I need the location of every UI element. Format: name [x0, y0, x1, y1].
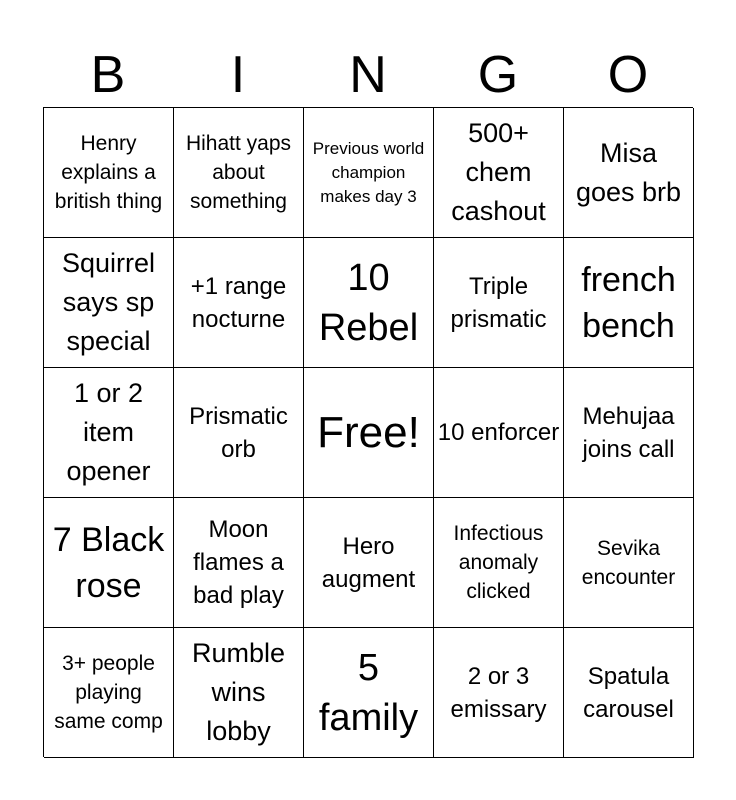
- cell-label: 1 or 2 item opener: [66, 378, 151, 486]
- cell-label: Henry explains a british thing: [54, 132, 163, 213]
- cell-label: 2 or 3 emissary: [450, 662, 547, 723]
- cell-label: +1 range nocturne: [190, 272, 287, 333]
- bingo-cell[interactable]: [434, 368, 564, 498]
- bingo-cell[interactable]: [44, 238, 174, 368]
- cell-label: Spatula carousel: [583, 662, 674, 723]
- cell-label: Rumble wins lobby: [191, 638, 286, 746]
- cell-label: 500+ chem cashout: [451, 118, 546, 226]
- bingo-cell[interactable]: [434, 628, 564, 758]
- cell-label: 10 Rebel: [318, 256, 419, 349]
- cell-label: Hihatt yaps about something: [185, 132, 292, 213]
- bingo-cell[interactable]: [564, 628, 694, 758]
- header-letter-i: I: [230, 46, 246, 104]
- cell-label: Mehujaa joins call: [582, 402, 675, 463]
- bingo-cell[interactable]: [304, 628, 434, 758]
- cell-label: Triple prismatic: [450, 272, 547, 333]
- bingo-cell[interactable]: [304, 238, 434, 368]
- cell-label: Hero augment: [321, 532, 416, 593]
- bingo-cell[interactable]: [564, 498, 694, 628]
- cell-label: Misa goes brb: [575, 137, 682, 207]
- bingo-cell[interactable]: [434, 238, 564, 368]
- cell-label: Squirrel says sp special: [61, 248, 156, 356]
- header-letter-n: N: [349, 46, 387, 104]
- cell-label: 10 enforcer: [437, 419, 560, 446]
- bingo-cell[interactable]: [564, 108, 694, 238]
- cell-label: 7 Black rose: [52, 520, 165, 605]
- cell-label: Previous world champion makes day 3: [312, 138, 425, 206]
- bingo-cell[interactable]: [44, 368, 174, 498]
- bingo-cell[interactable]: [174, 368, 304, 498]
- cell-label: Sevika encounter: [581, 536, 676, 589]
- bingo-cell[interactable]: [174, 498, 304, 628]
- cell-label: Moon flames a bad play: [193, 516, 284, 609]
- header-letter-o: O: [607, 46, 649, 104]
- bingo-cell[interactable]: [44, 108, 174, 238]
- cell-label: 5 family: [318, 646, 419, 739]
- header-letter-g: G: [477, 46, 519, 104]
- bingo-cell[interactable]: [174, 628, 304, 758]
- free-space-cell[interactable]: [304, 368, 434, 498]
- bingo-cell[interactable]: [44, 498, 174, 628]
- cell-label: Prismatic orb: [189, 402, 288, 463]
- cell-label: Infectious anomaly clicked: [453, 522, 544, 603]
- cell-label: 3+ people playing same comp: [54, 652, 163, 733]
- bingo-cell[interactable]: [174, 108, 304, 238]
- bingo-cell[interactable]: [174, 238, 304, 368]
- bingo-cell[interactable]: [44, 628, 174, 758]
- bingo-board: [43, 107, 693, 757]
- bingo-cell[interactable]: [564, 368, 694, 498]
- bingo-header: [43, 44, 693, 106]
- bingo-cell[interactable]: [304, 108, 434, 238]
- bingo-cell[interactable]: [434, 108, 564, 238]
- bingo-cell[interactable]: [434, 498, 564, 628]
- bingo-cell[interactable]: [564, 238, 694, 368]
- cell-label: french bench: [581, 260, 676, 345]
- header-letter-b: B: [90, 46, 126, 104]
- free-space-label: Free!: [317, 407, 420, 457]
- bingo-cell[interactable]: [304, 498, 434, 628]
